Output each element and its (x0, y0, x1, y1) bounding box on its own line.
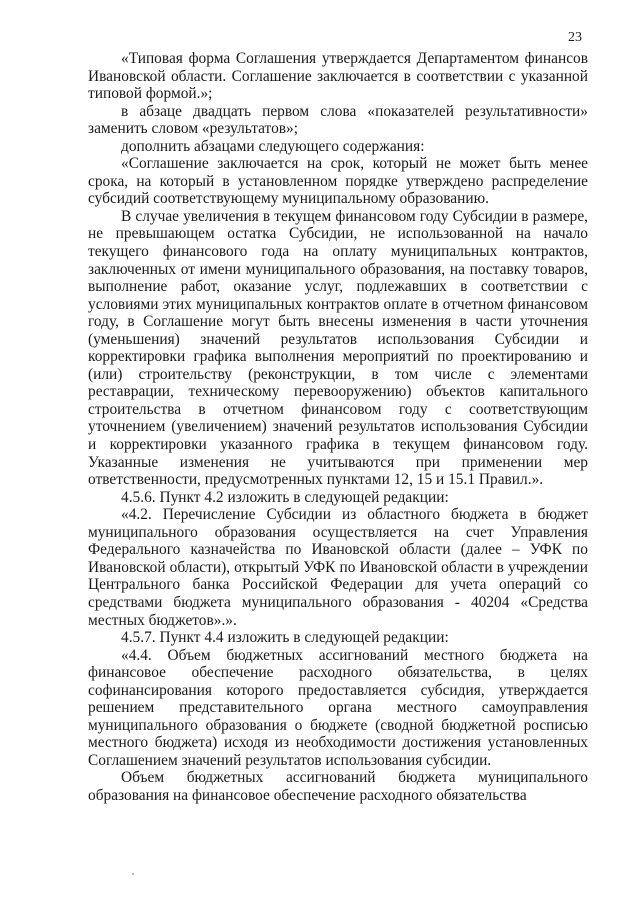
paragraph-replace-words: в абзаце двадцать первом слова «показателей результативности» заменить словом «результатов»; (88, 102, 588, 138)
paragraph-budget-allocation: Объем бюджетных ассигнований бюджета муниципального образования на финансовое обеспечение расходного обязательства (88, 769, 588, 804)
paragraph-clause-4-4: «4.4. Объем бюджетных ассигнований местного бюджета на финансовое обеспечение расходного обязательства, в целях софинансирования которого предоставляется субсидия, утверждается решением представительного органа местного самоуправления муниципального образования о бюджете (сводной бюджетной росписью местного бюджета) исходя из необходимости достижения установленных Соглашением значений результатов использования субсидии. (88, 646, 588, 769)
paragraph-clause-4-2: «4.2. Перечисление Субсидии из областного бюджета в бюджет муниципального образования осуществляется на счет Управления Федерального казначейства по Ивановской области (далее – УФК по Ивановской области), открытый УФК по Ивановской области в учреждении Центрального банка Российской Федерации для учета операций со средствами бюджета муниципального образования - 40204 «Средства местных бюджетов».». (88, 506, 588, 629)
document-body (88, 50, 588, 805)
paragraph-agreement-term: «Соглашение заключается на срок, который не может быть менее срока, на который в установленном порядке утверждено распределение субсидий соответствующему муниципальному образованию. (88, 155, 588, 208)
paragraph-typical-form: «Типовая форма Соглашения утверждается Департаментом финансов Ивановской области. Соглашение заключается в соответствии с указанной типовой формой.»; (88, 50, 588, 103)
paragraph-item-4-5-7: 4.5.7. Пункт 4.4 изложить в следующей редакции: (121, 629, 449, 647)
page-number: 23 (568, 30, 582, 45)
scan-mark (132, 873, 134, 875)
paragraph-subsidy-increase: В случае увеличения в текущем финансовом году Субсидии в размере, не превышающем остатка Субсидии, не использованной на начало текущего финансового года на оплату муниципальных контрактов, заключенных от имени муниципального образования, на поставку товаров, выполнение работ, оказание услуг, подлежавших в соответствии с условиями этих муниципальных контрактов оплате в отчетном финансовом году, в Соглашение могут быть внесены изменения в части уточнения (уменьшения) значений результатов использования Субсидии и корректировки графика выполнения мероприятий по проектированию и (или) строительству (реконструкции, в том числе с элементами реставрации, техническому перевооружению) объектов капитального строительства в отчетном финансовом году с соответствующим уточнением (увеличением) значений результатов использования Субсидии и корректировки указанного графика в текущем финансовом году. Указанные изменения не учитываются при применении мер ответственности, предусмотренных пунктами 12, 15 и 15.1 Правил.». (88, 207, 588, 489)
paragraph-add-content: дополнить абзацами следующего содержания: (121, 137, 425, 155)
paragraph-item-4-5-6: 4.5.6. Пункт 4.2 изложить в следующей редакции: (121, 488, 449, 506)
